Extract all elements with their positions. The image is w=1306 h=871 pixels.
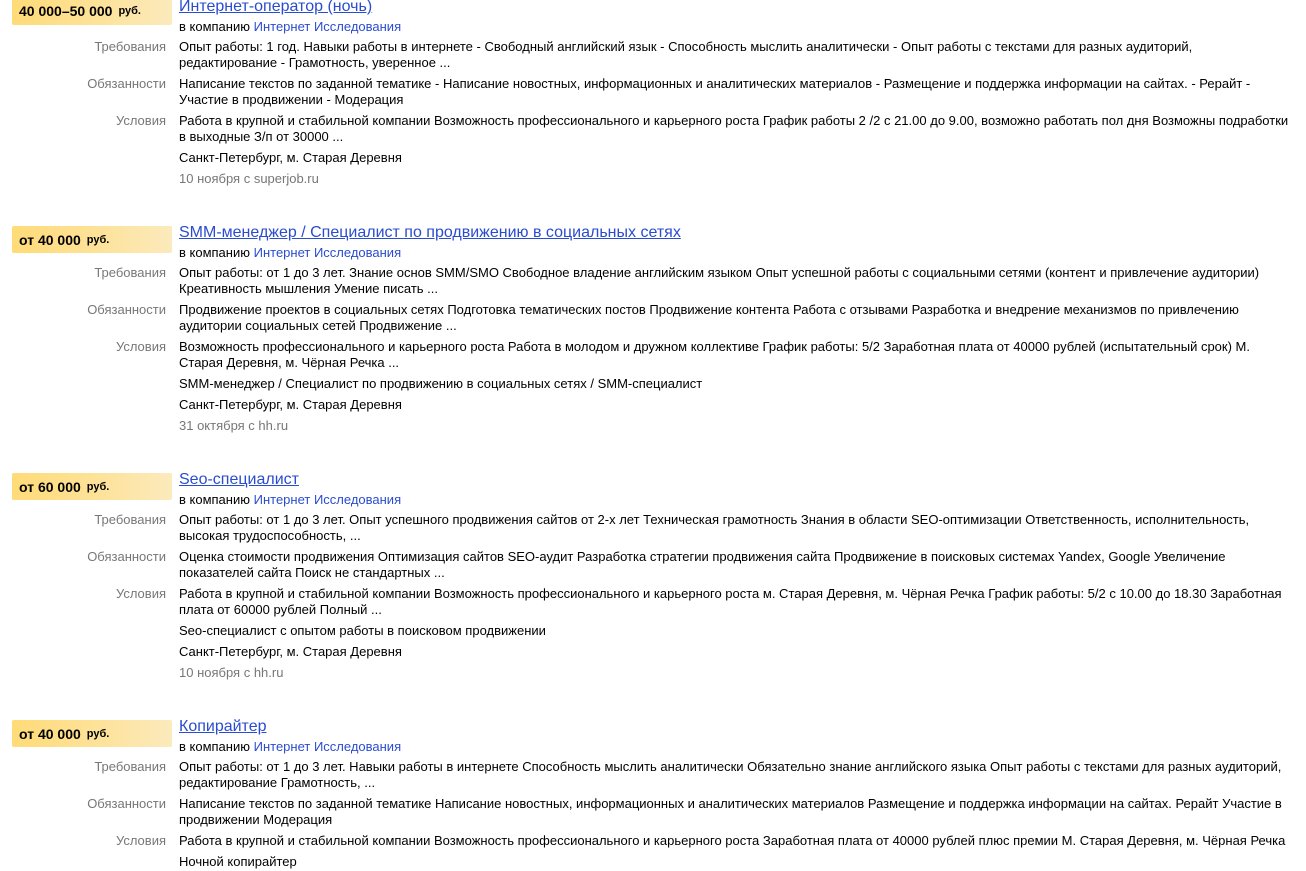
duties-label: Обязанности [87, 796, 166, 811]
date-source-text: 10 ноября с hh.ru [179, 665, 284, 680]
vacancy-item [0, 717, 1306, 870]
vacancy-item [0, 0, 1306, 187]
salary-currency: руб. [86, 727, 110, 740]
salary-currency: руб. [118, 5, 141, 17]
company-prefix: в компанию [179, 245, 250, 260]
duties-text: Оценка стоимости продвижения Оптимизация сайтов SEO-аудит Разработка стратегии продвижения сайта Продвижение в поисковых системах Yandex, Google Увеличение показателей сайта Поиск не стандартных ... [179, 549, 1226, 580]
requirements-row [94, 759, 1294, 791]
duties-label: Обязанности [87, 549, 166, 564]
requirements-row [94, 265, 1294, 297]
duties-row [87, 76, 1294, 108]
conditions-row [115, 833, 1294, 849]
salary-badge [12, 720, 172, 747]
conditions-row [115, 339, 1294, 371]
salary-currency: руб. [86, 233, 110, 246]
requirements-text: Опыт работы: 1 год. Навыки работы в интернете - Свободный английский язык - Способность мыслить аналитически - Опыт работы с текстами для разных аудиторий, редактирование - Грамотность, уверенное ... [179, 39, 1193, 70]
alternate-title-text: SMM-менеджер / Специалист по продвижению в социальных сетях / SMM-специалист [179, 376, 703, 391]
requirements-text: Опыт работы: от 1 до 3 лет. Знание основ SMM/SMO Свободное владение английским языком Опыт успешной работы с социальными сетями (контент и привлечение аудитории) Креативность мышления Умение писать ... [179, 265, 1260, 296]
company-link[interactable]: Интернет Исследования [253, 492, 402, 507]
company-link[interactable]: Интернет Исследования [253, 245, 402, 260]
location-text: Санкт-Петербург, м. Старая Деревня [179, 150, 402, 165]
vacancy-item [0, 470, 1306, 681]
duties-label: Обязанности [87, 76, 166, 91]
alternate-title-text: Seo-специалист с опытом работы в поисковом продвижении [179, 623, 546, 638]
date-source-text: 10 ноября с superjob.ru [179, 171, 319, 186]
salary-amount: от 60 000 [19, 478, 81, 495]
salary-amount: 40 000–50 000 [19, 3, 113, 19]
company-line [179, 739, 1294, 755]
conditions-row [115, 113, 1294, 145]
location-text: Санкт-Петербург, м. Старая Деревня [179, 644, 402, 659]
conditions-label: Условия [115, 586, 166, 601]
conditions-text: Работа в крупной и стабильной компании Возможность профессионального и карьерного роста м. Старая Деревня, м. Чёрная Речка График работы: 5/2 с 10.00 до 18.30 Заработная плата от 60000 рублей Полный ... [179, 586, 1282, 617]
duties-row [87, 302, 1294, 334]
company-line [179, 492, 1294, 508]
conditions-row [115, 586, 1294, 618]
requirements-row [94, 512, 1294, 544]
location-text: Санкт-Петербург, м. Старая Деревня [179, 397, 402, 412]
salary-badge [12, 226, 172, 253]
duties-label: Обязанности [87, 302, 166, 317]
requirements-label: Требования [94, 512, 166, 527]
vacancy-title-link[interactable]: Seo-специалист [179, 471, 299, 488]
salary-amount: от 40 000 [19, 725, 81, 742]
company-link[interactable]: Интернет Исследования [253, 739, 402, 754]
salary-amount: от 40 000 [19, 231, 81, 248]
vacancy-title-link[interactable]: Интернет-оператор (ночь) [179, 0, 373, 15]
company-line [179, 245, 1294, 261]
requirements-text: Опыт работы: от 1 до 3 лет. Опыт успешного продвижения сайтов от 2-х лет Техническая грамотность Знания в области SEO-оптимизации Ответственность, исполнительность, высокая трудоспособность, ... [179, 512, 1250, 543]
duties-row [87, 549, 1294, 581]
requirements-label: Требования [94, 265, 166, 280]
salary-currency: руб. [86, 480, 110, 493]
conditions-label: Условия [115, 113, 166, 128]
requirements-label: Требования [94, 759, 166, 774]
duties-text: Написание текстов по заданной тематике - Написание новостных, информационных и аналитических материалов - Размещение и поддержка информации на сайтах. - Рерайт - Участие в продвижении - Модерация [179, 76, 1251, 107]
company-link[interactable]: Интернет Исследования [253, 19, 402, 34]
company-prefix: в компанию [179, 19, 250, 34]
conditions-label: Условия [115, 339, 166, 354]
conditions-text: Возможность профессионального и карьерного роста Работа в молодом и дружном коллективе График работы: 5/2 Заработная плата от 40000 рублей (испытательный срок) М. Старая Деревня, м. Чёрная Речка ... [179, 339, 1250, 370]
salary-badge [12, 473, 172, 500]
vacancy-title-link[interactable]: Копирайтер [179, 718, 267, 735]
duties-row [87, 796, 1294, 828]
company-prefix: в компанию [179, 739, 250, 754]
vacancy-title-link[interactable]: SMM-менеджер / Специалист по продвижению в социальных сетях [179, 224, 681, 241]
requirements-label: Требования [94, 39, 166, 54]
vacancy-item [0, 223, 1306, 434]
duties-text: Написание текстов по заданной тематике Написание новостных, информационных и аналитических материалов Размещение и поддержка информации на сайтах. Рерайт Участие в продвижении Модерация [179, 796, 1282, 827]
conditions-text: Работа в крупной и стабильной компании Возможность профессионального и карьерного роста Заработная плата от 40000 рублей плюс премии М. Старая Деревня, м. Чёрная Речка [179, 833, 1286, 848]
company-prefix: в компанию [179, 492, 250, 507]
requirements-text: Опыт работы: от 1 до 3 лет. Навыки работы в интернете Способность мыслить аналитически Обязательно знание английского языка Опыт работы с текстами для разных аудиторий, редактирование Грамотность, ... [179, 759, 1282, 790]
conditions-label: Условия [115, 833, 166, 848]
requirements-row [94, 39, 1294, 71]
duties-text: Продвижение проектов в социальных сетях Подготовка тематических постов Продвижение контента Работа с отзывами Разработка и внедрение механизмов по привлечению аудитории социальных сетей Продвижение ... [179, 302, 1239, 333]
alternate-title-text: Ночной копирайтер [179, 854, 297, 869]
company-line [179, 19, 1294, 35]
salary-badge [12, 0, 172, 25]
date-source-text: 31 октября с hh.ru [179, 418, 289, 433]
conditions-text: Работа в крупной и стабильной компании Возможность профессионального и карьерного роста График работы 2 /2 с 21.00 до 9.00, возможно работать пол дня Возможны подработки в выходные З/п от 30000 ... [179, 113, 1289, 144]
